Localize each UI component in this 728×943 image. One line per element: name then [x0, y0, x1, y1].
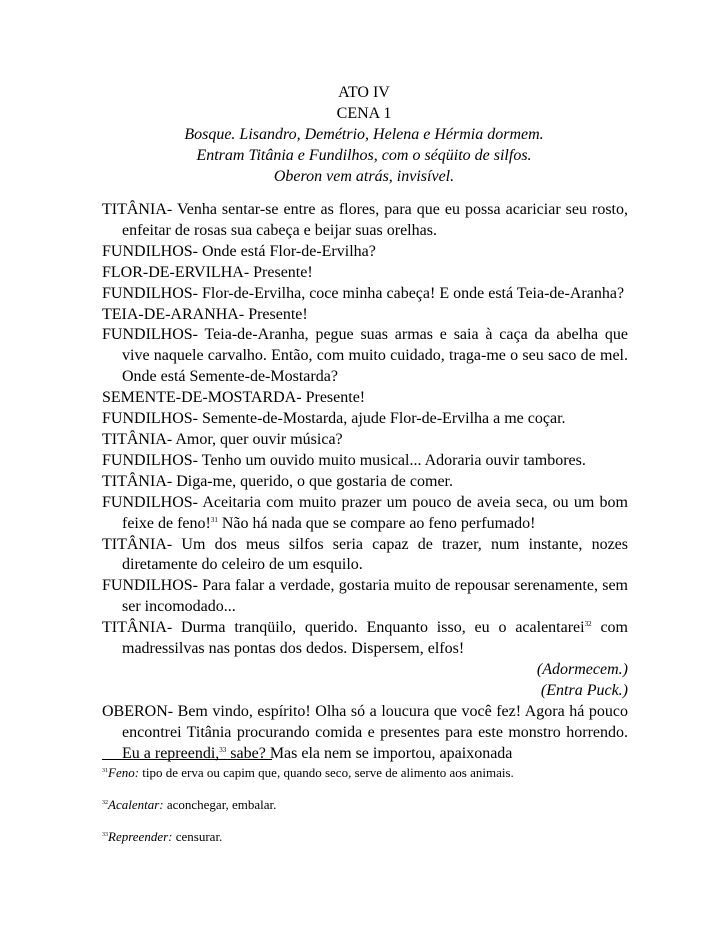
speech-text: Semente-de-Mostarda, ajude Flor-de-Ervilha a me coçar.	[202, 410, 566, 428]
speech-text: Amor, quer ouvir música?	[175, 430, 343, 448]
speech-text: Não há nada que se compare ao feno perfumado!	[217, 514, 536, 532]
scene-title: CENA 1	[336, 105, 392, 122]
stage-direction-line: Oberon vem atrás, invisível.	[273, 168, 455, 185]
dialogue-line	[102, 388, 628, 409]
speech-text: Onde está Flor-de-Ervilha?	[202, 242, 376, 260]
speaker-name: TITÂNIA-	[102, 472, 173, 490]
dialogue-line	[102, 451, 628, 472]
speaker-name: FUNDILHOS-	[102, 326, 198, 344]
dialogue-line	[102, 493, 628, 535]
dialogue-line	[102, 263, 628, 284]
speaker-name: FUNDILHOS-	[102, 451, 198, 469]
speaker-name: SEMENTE-DE-MOSTARDA-	[102, 389, 302, 407]
dialogue-line	[102, 535, 628, 577]
stage-direction-line: Bosque. Lisandro, Demétrio, Helena e Hérmia dormem.	[184, 126, 544, 143]
footnote-number: 33	[102, 832, 108, 838]
speech-text: Presente!	[305, 389, 366, 407]
speech-text: Aceitaria com muito prazer um pouco de aveia seca, ou um bom feixe de feno!	[122, 493, 628, 532]
speech-text: Para falar a verdade, gostaria muito de repousar serenamente, sem ser incomodado...	[122, 577, 628, 616]
dialogue-line	[102, 430, 628, 451]
speech-text: Diga-me, querido, o que gostaria de comer.	[176, 472, 453, 490]
speaker-name: TEIA-DE-ARANHA-	[102, 305, 245, 323]
dialogue-line	[102, 305, 628, 326]
speech-text: Teia-de-Aranha, pegue suas armas e saia à caça da abelha que vive naquele carvalho. Então, com muito cuidado, traga-me o seu saco de mel. Onde está Semente-de-Mostarda?	[122, 326, 629, 386]
speaker-name: TITÂNIA-	[102, 619, 173, 637]
footnote-text: aconchegar, embalar.	[166, 797, 277, 812]
stage-direction: (Entra Puck.)	[540, 681, 628, 699]
speaker-name: FUNDILHOS-	[102, 242, 198, 260]
speaker-name: FUNDILHOS-	[102, 284, 198, 302]
speech-text: Presente!	[253, 263, 313, 281]
speaker-name: TITÂNIA-	[102, 201, 173, 218]
speaker-name: FUNDILHOS-	[102, 410, 198, 428]
speech-text: Flor-de-Ervilha, coce minha cabeça! E onde está Teia-de-Aranha?	[202, 284, 625, 302]
speech-text: Bem vindo, espírito! Olha só a loucura que você fez! Agora há pouco encontrei Titânia procurando comida e presentes para este monstro horrendo. Eu a repreendi,	[122, 702, 629, 762]
dialogue-line	[102, 284, 628, 305]
dialogue-line	[102, 472, 628, 493]
footnote-ref: 33	[219, 745, 227, 754]
footnote-ref: 32	[584, 620, 592, 629]
footnote-text: tipo de erva ou capim que, quando seco, serve de alimento aos animais.	[142, 765, 514, 780]
speech-text: com madressilvas nas pontas dos dedos. Dispersem, elfos!	[122, 619, 628, 658]
speech-text: Presente!	[248, 305, 308, 323]
dialogue-line	[102, 242, 628, 263]
footnote	[102, 797, 276, 813]
speech-text: Venha sentar-se entre as flores, para que eu possa acariciar seu rosto, enfeitar de rosas sua cabeça e beijar suas orelhas.	[122, 201, 628, 239]
footnote-text: censurar.	[175, 829, 223, 844]
footnote-number: 31	[102, 768, 108, 774]
speaker-name: FUNDILHOS-	[102, 577, 198, 595]
speech-text: sabe? Mas ela nem se importou, apaixonada	[226, 744, 513, 762]
speech-text: Um dos meus silfos seria capaz de trazer, num instante, nozes diretamente do celeiro de um esquilo.	[122, 535, 628, 574]
footnote	[102, 765, 514, 781]
footnote-term: Acalentar:	[108, 797, 164, 812]
act-title: ATO IV	[338, 84, 390, 101]
dialogue-line	[102, 702, 628, 765]
stage-direction-line: Entram Titânia e Fundilhos, com o séqüito de silfos.	[196, 147, 532, 164]
speech-text: Durma tranqüilo, querido. Enquanto isso, eu o acalentarei	[181, 619, 585, 637]
footnote-ref: 31	[210, 515, 218, 524]
stage-direction: (Adormecem.)	[536, 660, 628, 678]
footnote	[102, 829, 222, 845]
speaker-name: TITÂNIA-	[102, 535, 173, 553]
dialogue-block	[102, 200, 628, 764]
dialogue-line	[102, 409, 628, 430]
footnote-term: Repreender:	[108, 829, 173, 844]
footnote-divider	[102, 759, 272, 760]
footnote-term: Feno:	[108, 765, 140, 780]
dialogue-line	[102, 618, 628, 660]
footnote-number: 32	[102, 800, 108, 806]
dialogue-line	[102, 200, 628, 242]
dialogue-line	[102, 325, 628, 388]
speaker-name: FLOR-DE-ERVILHA-	[102, 263, 250, 281]
dialogue-line	[102, 576, 628, 618]
speaker-name: OBERON-	[102, 702, 174, 720]
speech-text: Tenho um ouvido muito musical... Adoraria ouvir tambores.	[201, 451, 586, 469]
speaker-name: TITÂNIA-	[102, 430, 173, 448]
speaker-name: FUNDILHOS-	[102, 493, 198, 511]
